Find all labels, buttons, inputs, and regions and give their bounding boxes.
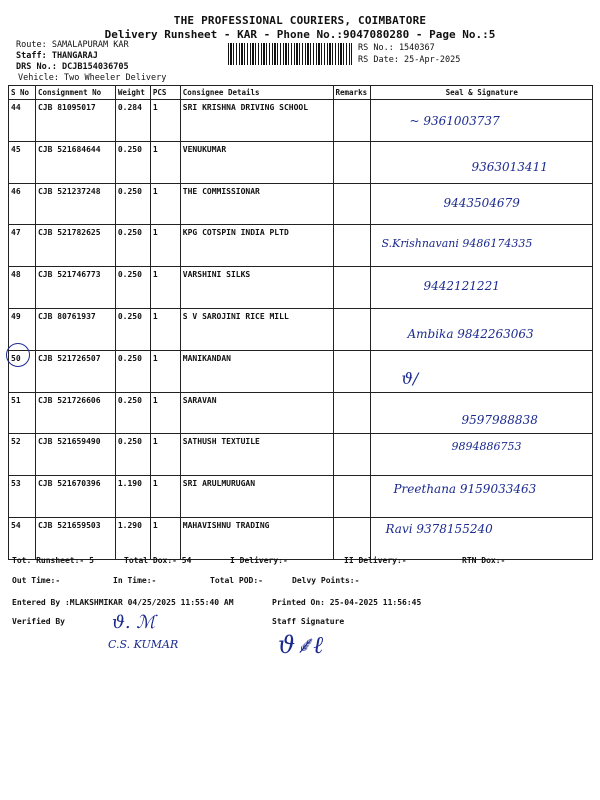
verifier-name: C.S. KUMAR bbox=[108, 638, 179, 651]
cell-weight: 1.190 bbox=[115, 476, 150, 518]
staff-label: Staff: THANGARAJ bbox=[16, 51, 98, 61]
cell-weight: 0.250 bbox=[115, 308, 150, 350]
handwritten-signature: S.Krishnavani 9486174335 bbox=[381, 237, 533, 251]
cell-consignment: CJB 521670396 bbox=[35, 476, 115, 518]
cell-remarks bbox=[333, 267, 371, 309]
handwritten-signature: 9894886753 bbox=[451, 440, 522, 454]
cell-signature bbox=[371, 392, 593, 434]
col-remarks: Remarks bbox=[333, 86, 371, 100]
cell-pcs: 1 bbox=[150, 141, 180, 183]
cell-signature bbox=[371, 476, 593, 518]
cell-consignment: CJB 521237248 bbox=[35, 183, 115, 225]
cell-consignment: CJB 521659490 bbox=[35, 434, 115, 476]
col-pcs: PCS bbox=[150, 86, 180, 100]
table-row bbox=[9, 141, 593, 183]
col-weight: Weight bbox=[115, 86, 150, 100]
cell-sno: 48 bbox=[9, 267, 36, 309]
verifier-signature: ϑ. ℳ bbox=[112, 612, 156, 633]
in-time: In Time:- bbox=[113, 576, 157, 585]
cell-consignment: CJB 80761937 bbox=[35, 308, 115, 350]
entered-by: Entered By :MLAKSHMIKAR 04/25/2025 11:55:40 AM bbox=[12, 598, 234, 607]
cell-remarks bbox=[333, 517, 371, 559]
route-label: Route: SAMALAPURAM KAR bbox=[16, 40, 129, 50]
cell-consignment: CJB 521659503 bbox=[35, 517, 115, 559]
cell-sno: 51 bbox=[9, 392, 36, 434]
table-row bbox=[9, 225, 593, 267]
handwritten-circle-mark bbox=[6, 343, 30, 367]
cell-consignee: VARSHINI SILKS bbox=[180, 267, 333, 309]
cell-sno: 52 bbox=[9, 434, 36, 476]
rs-date: RS Date: 25-Apr-2025 bbox=[358, 55, 461, 65]
cell-remarks bbox=[333, 183, 371, 225]
table-row bbox=[9, 517, 593, 559]
cell-remarks bbox=[333, 225, 371, 267]
handwritten-signature: ϑ/ bbox=[401, 368, 419, 388]
cell-pcs: 1 bbox=[150, 476, 180, 518]
printed-on: Printed On: 25-04-2025 11:56:45 bbox=[272, 598, 422, 607]
cell-consignee: MANIKANDAN bbox=[180, 350, 333, 392]
table-row bbox=[9, 308, 593, 350]
cell-pcs: 1 bbox=[150, 434, 180, 476]
col-consignee: Consignee Details bbox=[180, 86, 333, 100]
cell-remarks bbox=[333, 434, 371, 476]
table-row bbox=[9, 392, 593, 434]
cell-weight: 0.250 bbox=[115, 141, 150, 183]
cell-consignee: KPG COTSPIN INDIA PLTD bbox=[180, 225, 333, 267]
cell-weight: 0.250 bbox=[115, 350, 150, 392]
staff-signature-label: Staff Signature bbox=[272, 617, 345, 626]
handwritten-signature: ~ 9361003737 bbox=[409, 114, 500, 128]
cell-consignee: SRI ARULMURUGAN bbox=[180, 476, 333, 518]
cell-consignee: VENUKUMAR bbox=[180, 141, 333, 183]
total-pod: Total POD:- bbox=[210, 576, 263, 585]
cell-signature bbox=[371, 350, 593, 392]
cell-consignee: SARAVAN bbox=[180, 392, 333, 434]
table-row bbox=[9, 100, 593, 142]
handwritten-signature: Ravi 9378155240 bbox=[385, 521, 493, 536]
cell-sno: 49 bbox=[9, 308, 36, 350]
runsheet-table bbox=[8, 85, 593, 560]
barcode bbox=[228, 43, 352, 65]
cell-consignee: THE COMMISSIONAR bbox=[180, 183, 333, 225]
cell-pcs: 1 bbox=[150, 267, 180, 309]
cell-sno: 44 bbox=[9, 100, 36, 142]
document-subtitle: Delivery Runsheet - KAR - Phone No.:9047080280 - Page No.:5 bbox=[104, 28, 496, 41]
delvy-points: Delvy Points:- bbox=[292, 576, 360, 585]
total-dox: Total Dox:- 54 bbox=[124, 556, 192, 565]
cell-weight: 0.250 bbox=[115, 183, 150, 225]
ii-delivery: II Delivery:- bbox=[344, 556, 407, 565]
cell-pcs: 1 bbox=[150, 100, 180, 142]
col-signature: Seal & Signature bbox=[371, 86, 593, 100]
table-row bbox=[9, 183, 593, 225]
i-delivery: I Delivery:- bbox=[230, 556, 288, 565]
cell-weight: 0.250 bbox=[115, 225, 150, 267]
cell-signature bbox=[371, 100, 593, 142]
handwritten-signature: 9442121221 bbox=[423, 279, 500, 294]
cell-signature bbox=[371, 434, 593, 476]
cell-consignment: CJB 521726507 bbox=[35, 350, 115, 392]
tot-runsheet: Tot. Runsheet:- 5 bbox=[12, 556, 94, 565]
cell-signature bbox=[371, 267, 593, 309]
cell-consignment: CJB 521746773 bbox=[35, 267, 115, 309]
cell-sno: 46 bbox=[9, 183, 36, 225]
cell-signature bbox=[371, 308, 593, 350]
cell-consignment: CJB 521782625 bbox=[35, 225, 115, 267]
cell-consignee: SATHUSH TEXTUILE bbox=[180, 434, 333, 476]
cell-weight: 0.284 bbox=[115, 100, 150, 142]
cell-pcs: 1 bbox=[150, 517, 180, 559]
table-row bbox=[9, 350, 593, 392]
cell-weight: 0.250 bbox=[115, 267, 150, 309]
handwritten-signature: Preethana 9159033463 bbox=[393, 482, 537, 497]
cell-sno: 53 bbox=[9, 476, 36, 518]
table-header bbox=[9, 86, 593, 100]
cell-remarks bbox=[333, 476, 371, 518]
col-consignment: Consignment No bbox=[35, 86, 115, 100]
cell-sno: 50 bbox=[9, 350, 36, 392]
cell-signature bbox=[371, 517, 593, 559]
cell-weight: 0.250 bbox=[115, 434, 150, 476]
staff-signature: ϑ⸙ℓ bbox=[278, 631, 324, 659]
verified-by: Verified By bbox=[12, 617, 65, 626]
cell-signature bbox=[371, 183, 593, 225]
document-title: THE PROFESSIONAL COURIERS, COIMBATORE bbox=[173, 14, 427, 27]
cell-signature bbox=[371, 141, 593, 183]
handwritten-signature: Ambika 9842263063 bbox=[407, 326, 534, 341]
cell-sno: 47 bbox=[9, 225, 36, 267]
cell-consignment: CJB 521726606 bbox=[35, 392, 115, 434]
cell-pcs: 1 bbox=[150, 225, 180, 267]
cell-remarks bbox=[333, 100, 371, 142]
cell-consignee: SRI KRISHNA DRIVING SCHOOL bbox=[180, 100, 333, 142]
cell-pcs: 1 bbox=[150, 392, 180, 434]
table-row bbox=[9, 476, 593, 518]
handwritten-signature: 9597988838 bbox=[461, 412, 538, 427]
cell-signature bbox=[371, 225, 593, 267]
cell-remarks bbox=[333, 308, 371, 350]
handwritten-signature: 9443504679 bbox=[443, 195, 520, 210]
cell-remarks bbox=[333, 350, 371, 392]
cell-weight: 1.290 bbox=[115, 517, 150, 559]
cell-pcs: 1 bbox=[150, 350, 180, 392]
rtn-dox: RTN Dox:- bbox=[462, 556, 506, 565]
out-time: Out Time:- bbox=[12, 576, 61, 585]
cell-weight: 0.250 bbox=[115, 392, 150, 434]
cell-consignee: S V SAROJINI RICE MILL bbox=[180, 308, 333, 350]
table-row bbox=[9, 434, 593, 476]
cell-remarks bbox=[333, 141, 371, 183]
col-sno: S No bbox=[9, 86, 36, 100]
cell-consignment: CJB 81095017 bbox=[35, 100, 115, 142]
cell-consignee: MAHAVISHNU TRADING bbox=[180, 517, 333, 559]
cell-sno: 45 bbox=[9, 141, 36, 183]
cell-pcs: 1 bbox=[150, 183, 180, 225]
drs-label: DRS No.: DCJB154036705 bbox=[16, 62, 129, 72]
cell-pcs: 1 bbox=[150, 308, 180, 350]
cell-remarks bbox=[333, 392, 371, 434]
table-row bbox=[9, 267, 593, 309]
cell-consignment: CJB 521684644 bbox=[35, 141, 115, 183]
vehicle-label: Vehicle: Two Wheeler Delivery bbox=[18, 73, 167, 83]
rs-number: RS No.: 1540367 bbox=[358, 43, 435, 53]
cell-sno: 54 bbox=[9, 517, 36, 559]
handwritten-signature: 9363013411 bbox=[471, 159, 548, 174]
